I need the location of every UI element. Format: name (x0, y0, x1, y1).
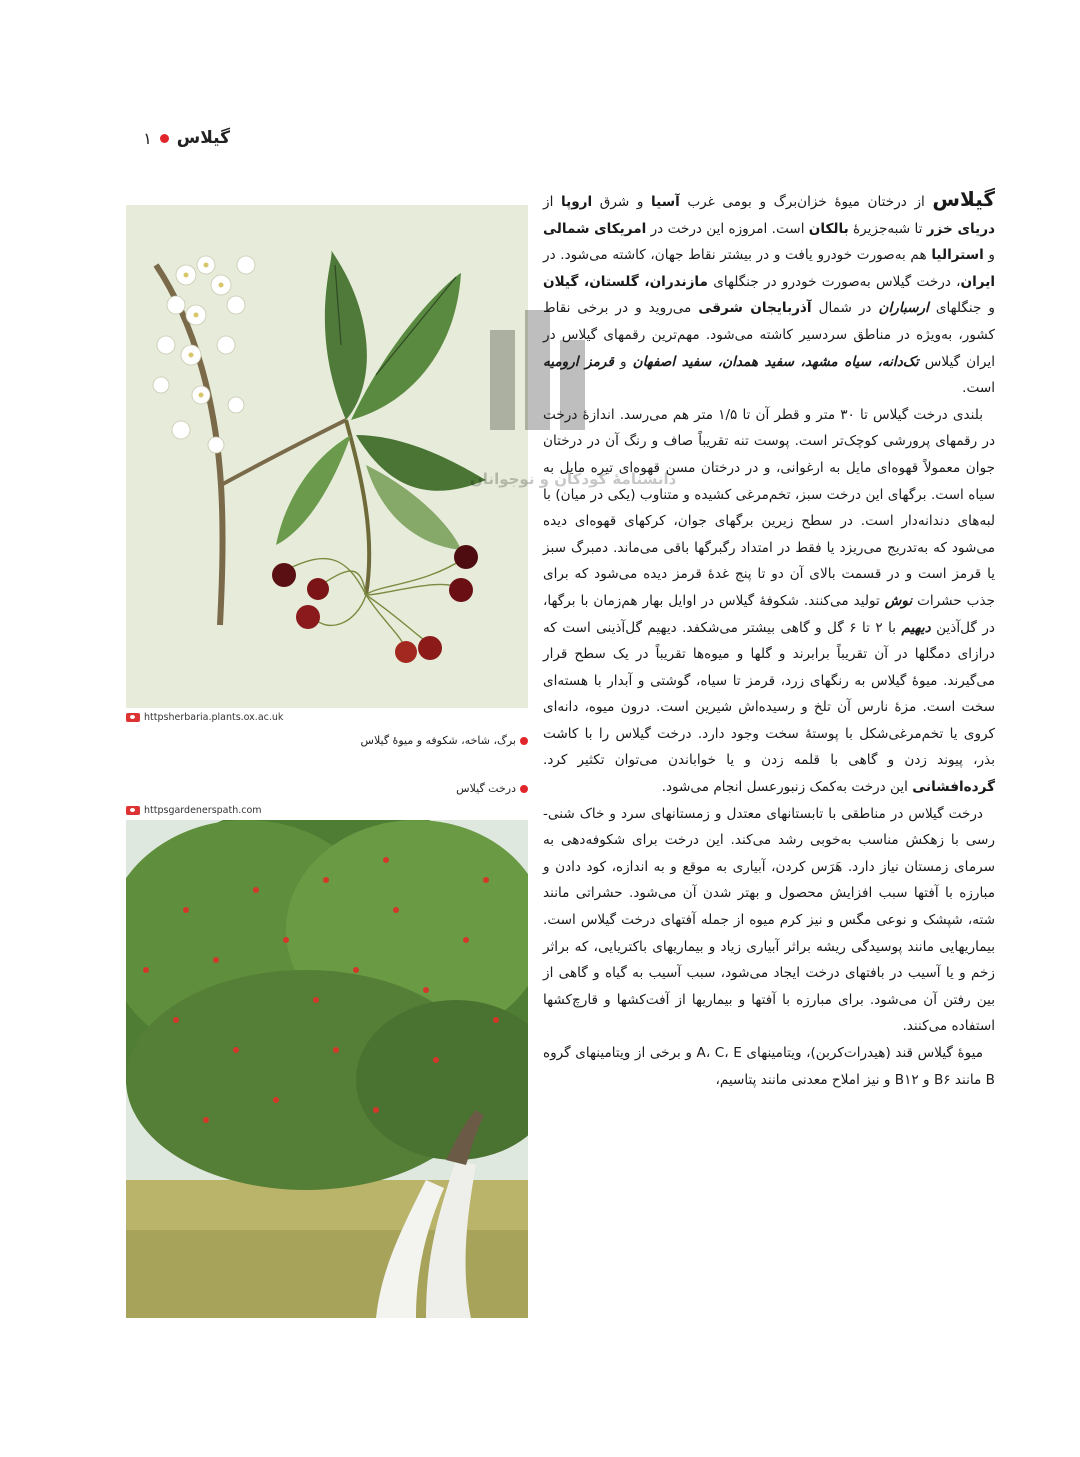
text: و جنگلهای (928, 300, 995, 317)
bold-term: امریکای شمالی (543, 220, 647, 237)
paragraph-cultivation: درخت گیلاس در مناطقی با تابستانهای معتدل و زمستانهای سرد و خاک شنی-رسی با زهکش مناسب به‌خوبی رشد می‌کند. این درخت برای شکوفه‌دهی به سرمای زمستان نیاز دارد. هَرَس کردن، آبیاری به موقع و به اندازه، کود دادن و مبارزه با آفتها سبب افزایش محصول و بهتر شدن آن می‌شود. حشراتی مانند شته، شپشک و نوعی مگس و نیز کرم میوه از جمله آفتهای درخت گیلاس است. بیماریهایی مانند پوسیدگی ریشه براثر آبیاری زیاد و بیماریهای باکتریایی، که براثر زخم و یا آسیب در بافتهای درخت ایجاد می‌شود، سبب آسیب به گیاه و گاهی از بین رفتن آن می‌شود. برای مبارزه با آفتها و بیماریها از آفت‌کشها و قارچ‌کشها استفاده می‌کنند. (543, 805, 995, 1035)
figure2-credit (126, 805, 262, 816)
cherry-botanical-drawing (126, 205, 528, 708)
bold-term: اروپا (560, 194, 593, 210)
paragraph-nutrition: میوهٔ گیلاس قند (هیدرات‌کربن)، ویتامینهای A، C، E و برخی از ویتامینهای گروه B مانند B۶ و B۱۲ و نیز املاح معدنی مانند پتاسیم، (543, 1045, 995, 1088)
running-title: گیلاس (176, 128, 230, 148)
figure2-caption (456, 782, 528, 795)
bold-term: آذربایجان شرقی (698, 300, 812, 317)
lead-word: گیلاس (932, 187, 995, 211)
text: تا شبه‌جزیرهٔ (848, 220, 927, 237)
text: تولید می‌کنند. شکوفهٔ گیلاس در اوایل بهار هم‌زمان با برگها، در گل‌آذین (543, 592, 995, 636)
page-header (120, 124, 230, 152)
italic-term: قرمز ارومیه (543, 353, 614, 370)
text: در شمال (811, 300, 879, 317)
camera-icon (126, 806, 140, 815)
figure1-credit (126, 712, 283, 723)
bold-term: ایران (960, 273, 995, 290)
text: است. (962, 380, 995, 397)
text: بلندی درخت گیلاس تا ۳۰ متر و قطر آن تا ۱/۵ متر هم می‌رسد. اندازهٔ درخت در رقمهای پرورشی کوچک‌تر است. پوست تنه تقریباً صاف و رنگ آن در درختان جوان معمولاً قهوه‌ای مایل به ارغوانی، و در درختان مسن قهوه‌ای تیره مایل به سیاه است. برگهای این درخت سبز، تخم‌مرغی کشیده و متناوب (یکی در میان) با لبه‌های دندانه‌دار است. در سطح زیرین برگهای جوان، کرکهای قهوه‌ای دیده می‌شود که به‌تدریج می‌ریزد یا فقط در امتداد رگبرگها باقی می‌ماند. دمبرگ سبز یا قرمز است و در قسمت بالای آن دو تا پنج غدهٔ قرمز دیده می‌شود که برای جذب حشرات (543, 406, 995, 609)
text: می‌روید و در برخی نقاط کشور، به‌ویژه در مناطق سردسیر کاشته می‌شود. مهم‌ترین رقمهای گیلاس در ایران گیلاس (543, 300, 995, 370)
bold-term: گرده‌افشانی (912, 779, 995, 796)
text: از (543, 194, 561, 210)
text: این درخت به‌کمک زنبورعسل انجام می‌شود. (661, 779, 913, 796)
figure1-credit-text: httpsherbaria.plants.ox.ac.uk (144, 712, 284, 723)
cherry-tree-drawing (126, 820, 528, 1318)
caption-bullet-icon (520, 785, 528, 793)
text: با ۲ تا ۶ گل و گاهی بیشتر می‌شکفد. دیهیم گل‌آذینی است که درازای دمگلها در آن تقریباً برابرند و گلها و میوه‌ها تقریباً در یک سطح قرار می‌گیرند. میوهٔ گیلاس به رنگهای زرد، قرمز تا سیاه، گوشتی و آبدار با هسته‌ای سخت است. مزهٔ نارس آن تلخ و رسیده‌اش شیرین است. درون میوه، دانه‌ای کروی یا تخم‌مرغی‌شکل با پوستهٔ سخت وجود دارد. درخت گیلاس را با کاشت بذر، پیوند زدن و گاهی با قلمه زدن و یا خواباندن می‌توان تکثیر کرد. (543, 619, 995, 769)
italic-term: دیهیم (901, 619, 931, 636)
text: و شرق (592, 194, 652, 210)
header-dot (160, 134, 169, 143)
bold-term: دریای خزر (926, 220, 996, 237)
text: است. امروزه این درخت در (646, 220, 809, 237)
bold-term: استرالیا (931, 247, 984, 264)
watermark-text: دانشنامهٔ کودکان و نوجوانان (470, 470, 677, 488)
figure1-caption-text: برگ، شاخه، شکوفه و میوهٔ گیلاس (360, 734, 516, 747)
text: و (613, 353, 633, 370)
bold-term: آسیا (651, 194, 680, 210)
figure2-caption-text: درخت گیلاس (456, 782, 516, 795)
article-body (543, 186, 995, 1093)
figure2-credit-text: httpsgardenerspath.com (144, 805, 262, 816)
paragraph-description (543, 402, 995, 801)
botanical-illustration (126, 205, 528, 708)
caption-bullet-icon (520, 737, 528, 745)
italic-term: تک‌دانه، سیاه مشهد، سفید همدان، سفید اصفهان (632, 353, 919, 370)
text: هم به‌صورت خودرو یافت و در بیشتر نقاط جهان، کاشته می‌شود. در (543, 247, 932, 264)
bold-term: مازندران، گلستان، گیلان (543, 273, 708, 290)
figure1-caption (361, 734, 528, 747)
paragraph-intro (543, 186, 995, 402)
text: و (983, 247, 995, 264)
page-number: ۱ (143, 128, 152, 148)
text: از درختان میوهٔ خزان‌برگ و بومی غرب (679, 194, 933, 210)
cherry-tree-photo (126, 820, 528, 1318)
bold-term: بالکان (808, 220, 849, 237)
italic-term: ارسباران (878, 300, 929, 317)
text: ، درخت گیلاس به‌صورت خودرو در جنگلهای (707, 273, 961, 290)
italic-term: نوش (884, 592, 913, 609)
camera-icon (126, 713, 140, 722)
